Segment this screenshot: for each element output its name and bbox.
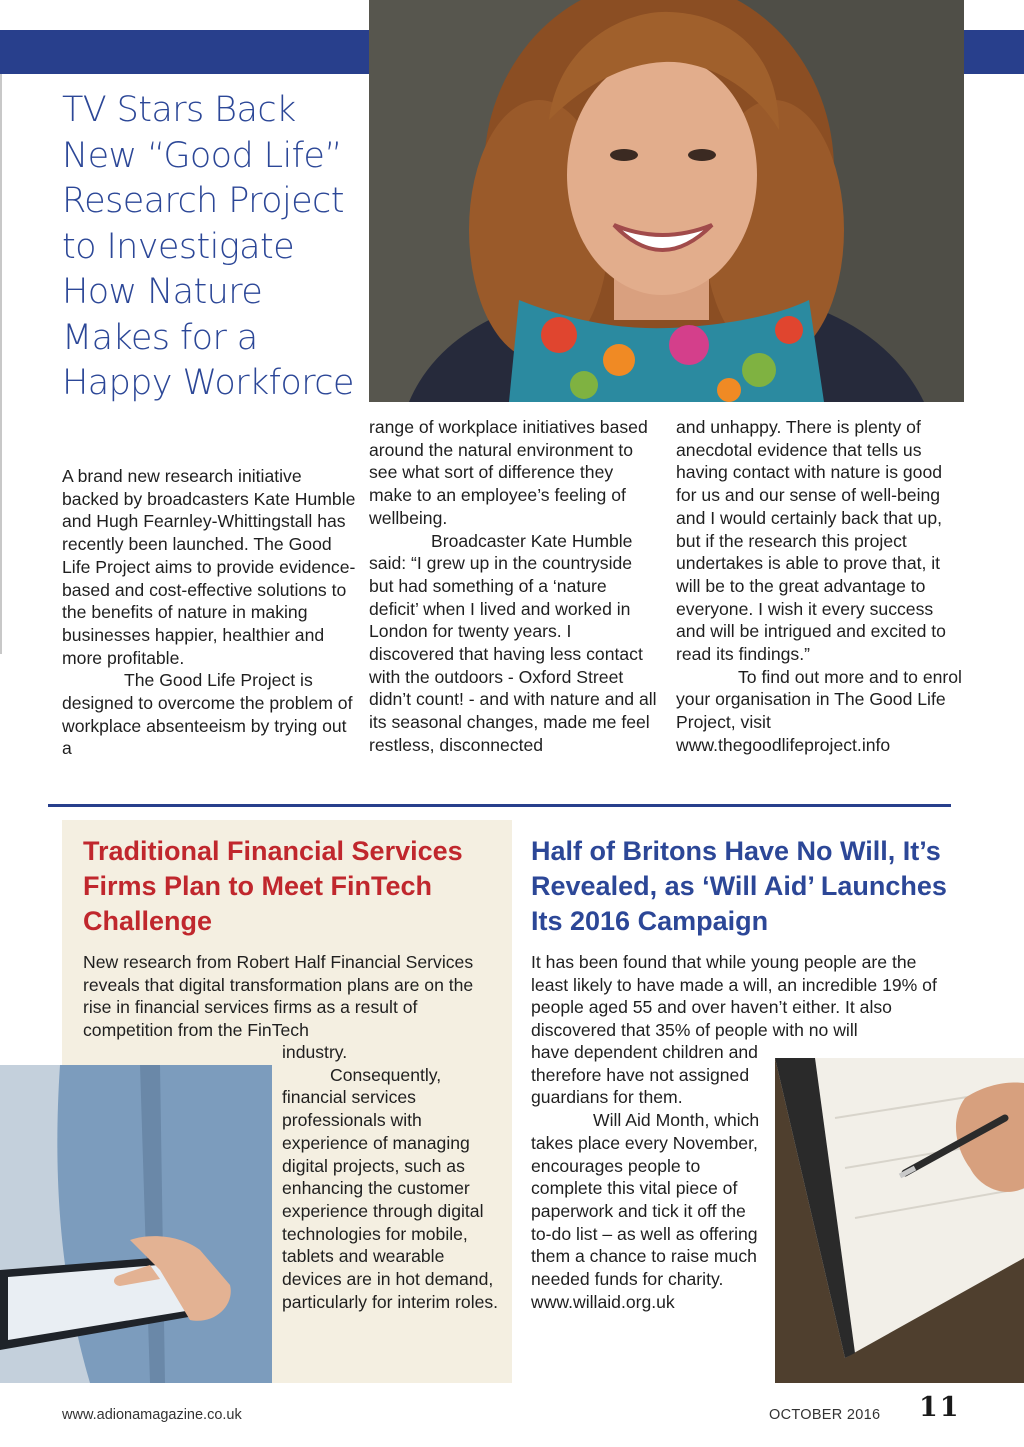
fintech-body <box>282 1041 504 1313</box>
paragraph: To find out more and to enrol your organisation in The Good Life Project, visit www.thegoodlifeproject.info <box>676 666 962 755</box>
pen-writing-illustration <box>775 1058 1024 1383</box>
left-margin-rule <box>0 74 2 654</box>
article-column-3 <box>676 416 964 757</box>
paragraph: range of workplace initiatives based around the natural environment to see what sort of difference they make to an employee’s feeling of wellbeing. <box>369 417 648 528</box>
article-headline-will-aid: Half of Britons Have No Will, It’s Revealed, as ‘Will Aid’ Launches Its 2016 Campaign <box>531 836 947 936</box>
article-column-1 <box>62 465 360 760</box>
paragraph: A brand new research initiative backed by broadcasters Kate Humble and Hugh Fearnley-Whittingstall has recently been launched. The Good Life Project aims to provide evidence-based and cost-effective solutions to the benefits of nature in making businesses happier, healthier and more profitable. <box>62 466 356 668</box>
tablet-photo <box>0 1065 272 1383</box>
article-headline-fintech: Traditional Financial Services Firms Plan to Meet FinTech Challenge <box>83 836 463 936</box>
paragraph: Consequently, financial services professionals with experience of managing digital projects, such as enhancing the customer experience through digital technologies for mobile, tablets and wearable devices are in hot demand, particularly for interim roles. <box>282 1064 499 1312</box>
paragraph: industry. <box>282 1042 348 1062</box>
paragraph: Will Aid Month, which takes place every November, encourages people to complete this vital piece of paperwork and tick it off the to-do list – as well as offering them a chance to raise much needed funds for charity. www.willaid.org.uk <box>531 1110 760 1312</box>
portrait-photo <box>369 0 964 402</box>
paragraph: The Good Life Project is designed to overcome the problem of workplace absenteeism by trying out a <box>62 670 353 759</box>
page-number: 11 <box>919 1392 961 1423</box>
article-column-2 <box>369 416 659 757</box>
article-headline-good-life: TV Stars Back New “Good Life” Research Project to Investigate How Nature Makes for a Happy Workforce <box>62 90 354 403</box>
will-aid-intro <box>531 951 956 1042</box>
paragraph: New research from Robert Half Financial Services reveals that digital transformation plans are on the rise in financial services firms as a result of competition from the FinTech <box>83 952 474 1041</box>
pen-writing-photo <box>775 1058 1024 1383</box>
footer-issue-date: OCTOBER 2016 <box>769 1407 881 1423</box>
paragraph: Broadcaster Kate Humble said: “I grew up in the countryside but had something of a ‘nature deficit’ when I lived and worked in London for twenty years. I discovered that having less contact with the outdoors - Oxford Street didn’t count! - and with nature and all its seasonal changes, made me feel restless, disconnected <box>369 530 657 755</box>
portrait-illustration <box>369 0 964 402</box>
section-divider <box>48 804 951 807</box>
tablet-illustration <box>0 1065 272 1383</box>
footer-website: www.adionamagazine.co.uk <box>62 1407 242 1423</box>
will-aid-body <box>531 1041 766 1313</box>
paragraph: and unhappy. There is plenty of anecdotal evidence that tells us having contact with nature is good for us and our sense of well-being and I would certainly back that up, but if the research this project undertakes is able to prove that, it will be to the great advantage to everyone. I wish it every success and will be intrigued and excited to read its findings.” <box>676 417 946 665</box>
paragraph: It has been found that while young people are the least likely to have made a will, an incredible 19% of people aged 55 and over haven’t either. It also discovered that 35% of people with no will <box>531 952 937 1041</box>
fintech-intro <box>83 951 493 1042</box>
paragraph: have dependent children and therefore have not assigned guardians for them. <box>531 1042 758 1108</box>
